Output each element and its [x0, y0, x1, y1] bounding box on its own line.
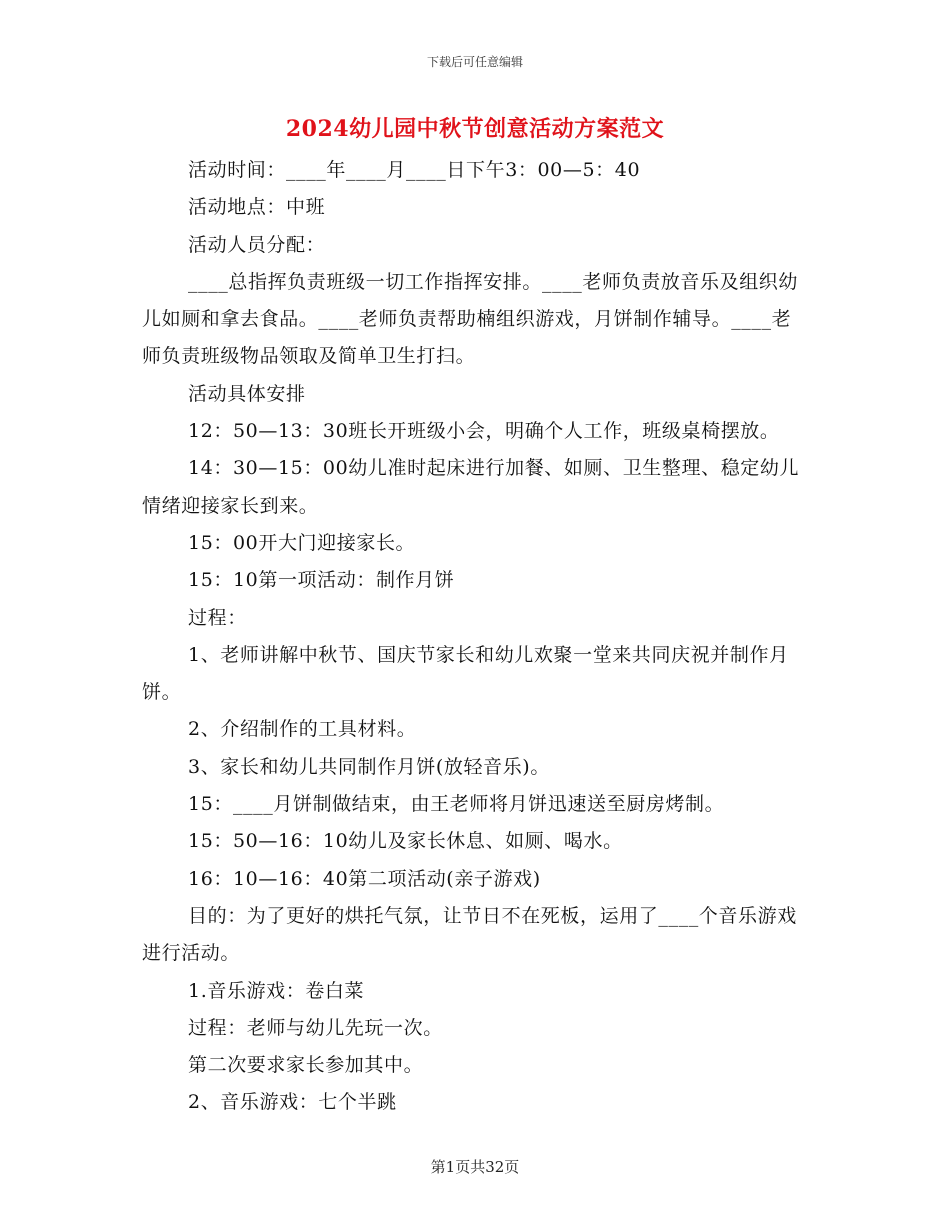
paragraph-activity-time: 活动时间：____年____月____日下午3：00—5：40	[188, 159, 641, 181]
paragraph-schedule-1430: 14：30—15：00幼儿准时起床进行加餐、如厕、卫生整理、稳定幼儿情绪迎接家长到来。	[142, 457, 800, 517]
paragraph-activity-location: 活动地点：中班	[188, 196, 326, 219]
document-body	[142, 152, 810, 1122]
document-title: 2024幼儿园中秋节创意活动方案范文	[285, 116, 665, 142]
paragraph-schedule-heading: 活动具体安排	[188, 382, 306, 405]
paragraph-game-1-process: 过程：老师与幼儿先玩一次。	[188, 1016, 443, 1039]
paragraph-process-label: 过程：	[188, 606, 247, 629]
paragraph-schedule-1550: 15：50—16：10幼儿及家长休息、如厕、喝水。	[188, 830, 623, 853]
paragraph-game-1-second-round: 第二次要求家长参加其中。	[188, 1054, 424, 1077]
paragraph-schedule-1510: 15：10第一项活动：制作月饼	[188, 569, 455, 592]
paragraph-process-step-2: 2、介绍制作的工具材料。	[188, 718, 417, 741]
paragraph-staff-heading: 活动人员分配：	[188, 233, 326, 256]
paragraph-game-purpose: 目的：为了更好的烘托气氛，让节日不在死板，运用了____个音乐游戏进行活动。	[142, 904, 797, 965]
paragraph-mooncake-finish: 15：____月饼制做结束，由王老师将月饼迅速送至厨房烤制。	[188, 793, 725, 816]
paragraph-process-step-1: 1、老师讲解中秋节、国庆节家长和幼儿欢聚一堂来共同庆祝并制作月饼。	[142, 643, 789, 704]
paragraph-schedule-1250: 12：50—13：30班长开班级小会，明确个人工作，班级桌椅摆放。	[188, 420, 780, 443]
paragraph-staff-assignment: ____总指挥负责班级一切工作指挥安排。____老师负责放音乐及组织幼儿如厕和拿去食品。____老师负责帮助楠组织游戏，月饼制作辅导。____老师负责班级物品领取及简单卫生打扫。	[142, 270, 799, 368]
paragraph-schedule-1610: 16：10—16：40第二项活动(亲子游戏)	[188, 867, 541, 890]
page-header-note: 下载后可任意编辑	[426, 55, 523, 69]
paragraph-schedule-1500: 15：00开大门迎接家长。	[188, 531, 416, 554]
paragraph-game-2: 2、音乐游戏：七个半跳	[188, 1091, 397, 1114]
paragraph-process-step-3: 3、家长和幼儿共同制作月饼(放轻音乐)。	[188, 755, 550, 778]
paragraph-game-1: 1.音乐游戏：卷白菜	[188, 979, 365, 1002]
page-number-footer: 第1页共32页	[430, 1158, 520, 1176]
